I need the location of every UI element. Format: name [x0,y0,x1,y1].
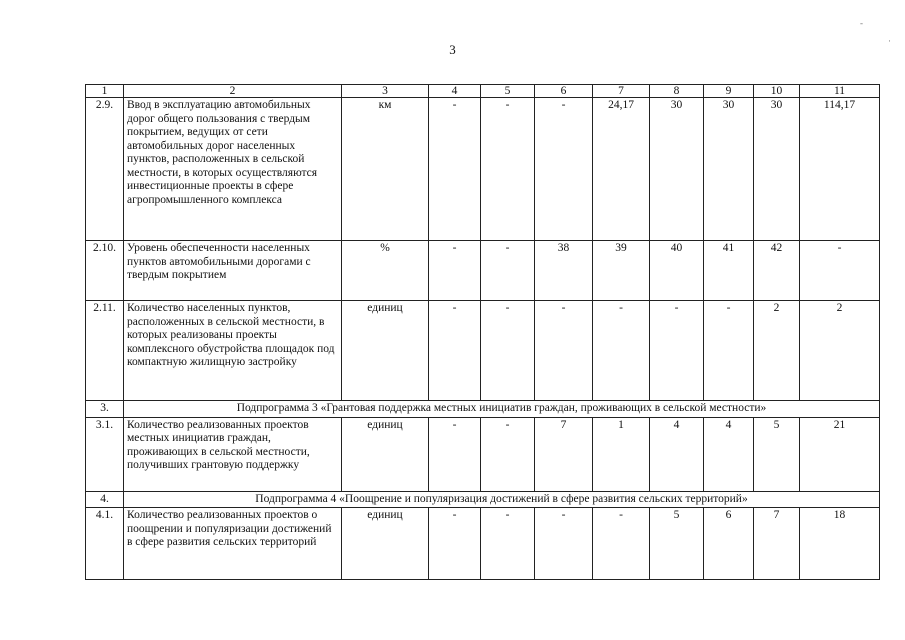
value-cell: 4 [650,417,704,491]
value-cell: - [481,241,535,301]
value-cell: - [535,508,593,580]
indicator-name: Уровень обеспеченности населенных пунктов автомобильными дорогами с твердым покрытием [124,241,342,301]
subprogram-title: Подпрограмма 4 «Поощрение и популяризация достижений в сфере развития сельских территорий» [124,491,880,508]
value-cell: - [429,508,481,580]
header-cell: 7 [593,85,650,98]
value-cell: 42 [754,241,800,301]
value-cell: 40 [650,241,704,301]
value-cell: - [429,417,481,491]
value-cell: - [429,301,481,401]
value-cell: 7 [754,508,800,580]
value-cell: - [535,98,593,241]
value-cell: - [481,417,535,491]
indicator-row [86,508,880,580]
unit-cell: км [342,98,429,241]
subprogram-row [86,401,880,418]
row-number: 3.1. [86,417,124,491]
value-cell: 21 [800,417,880,491]
unit-cell: единиц [342,508,429,580]
value-cell: 5 [650,508,704,580]
value-cell: 114,17 [800,98,880,241]
value-cell: - [650,301,704,401]
indicator-row [86,417,880,491]
indicator-row [86,241,880,301]
header-cell: 5 [481,85,535,98]
value-cell: - [429,98,481,241]
indicator-name: Количество реализованных проектов о поощрении и популяризации достижений в сфере развития сельских территорий [124,508,342,580]
page-number: 3 [449,42,456,57]
value-cell: 1 [593,417,650,491]
value-cell: 30 [704,98,754,241]
scan-speck: - [860,18,863,28]
value-cell: - [593,301,650,401]
header-cell: 2 [124,85,342,98]
row-number: 2.10. [86,241,124,301]
value-cell: 6 [704,508,754,580]
value-cell: 41 [704,241,754,301]
value-cell: 5 [754,417,800,491]
header-cell: 9 [704,85,754,98]
value-cell: 30 [650,98,704,241]
value-cell: 39 [593,241,650,301]
value-cell: - [704,301,754,401]
value-cell: 2 [800,301,880,401]
indicators-table [85,84,880,580]
value-cell: - [593,508,650,580]
value-cell: - [429,241,481,301]
value-cell: 4 [704,417,754,491]
indicator-row [86,301,880,401]
value-cell: 7 [535,417,593,491]
value-cell: 2 [754,301,800,401]
header-cell: 11 [800,85,880,98]
column-number-row [86,85,880,98]
header-cell: 1 [86,85,124,98]
row-number: 4. [86,491,124,508]
unit-cell: единиц [342,417,429,491]
header-cell: 3 [342,85,429,98]
value-cell: 30 [754,98,800,241]
value-cell: - [800,241,880,301]
indicator-name: Количество населенных пунктов, расположенных в сельской местности, в которых реализованы проекты комплексного обустройства площадок под компактную жилищную застройку [124,301,342,401]
row-number: 2.9. [86,98,124,241]
value-cell: - [535,301,593,401]
row-number: 2.11. [86,301,124,401]
subprogram-row [86,491,880,508]
value-cell: 24,17 [593,98,650,241]
unit-cell: единиц [342,301,429,401]
value-cell: - [481,508,535,580]
header-cell: 6 [535,85,593,98]
header-cell: 8 [650,85,704,98]
indicator-row [86,98,880,241]
scan-speck: · [888,36,891,46]
row-number: 3. [86,401,124,418]
value-cell: - [481,301,535,401]
header-cell: 10 [754,85,800,98]
table-body [86,85,880,580]
value-cell: - [481,98,535,241]
subprogram-title: Подпрограмма 3 «Грантовая поддержка местных инициатив граждан, проживающих в сельской местности» [124,401,880,418]
value-cell: 18 [800,508,880,580]
indicator-name: Ввод в эксплуатацию автомобильных дорог общего пользования с твердым покрытием, ведущих от сети автомобильных дорог населенных пунктов, расположенных в сельской местности, в которых осуществляются инвестиционные проекты в сфере агропромышленного комплекса [124,98,342,241]
header-cell: 4 [429,85,481,98]
unit-cell: % [342,241,429,301]
row-number: 4.1. [86,508,124,580]
indicator-name: Количество реализованных проектов местных инициатив граждан, проживающих в сельской местности, получивших грантовую поддержку [124,417,342,491]
value-cell: 38 [535,241,593,301]
